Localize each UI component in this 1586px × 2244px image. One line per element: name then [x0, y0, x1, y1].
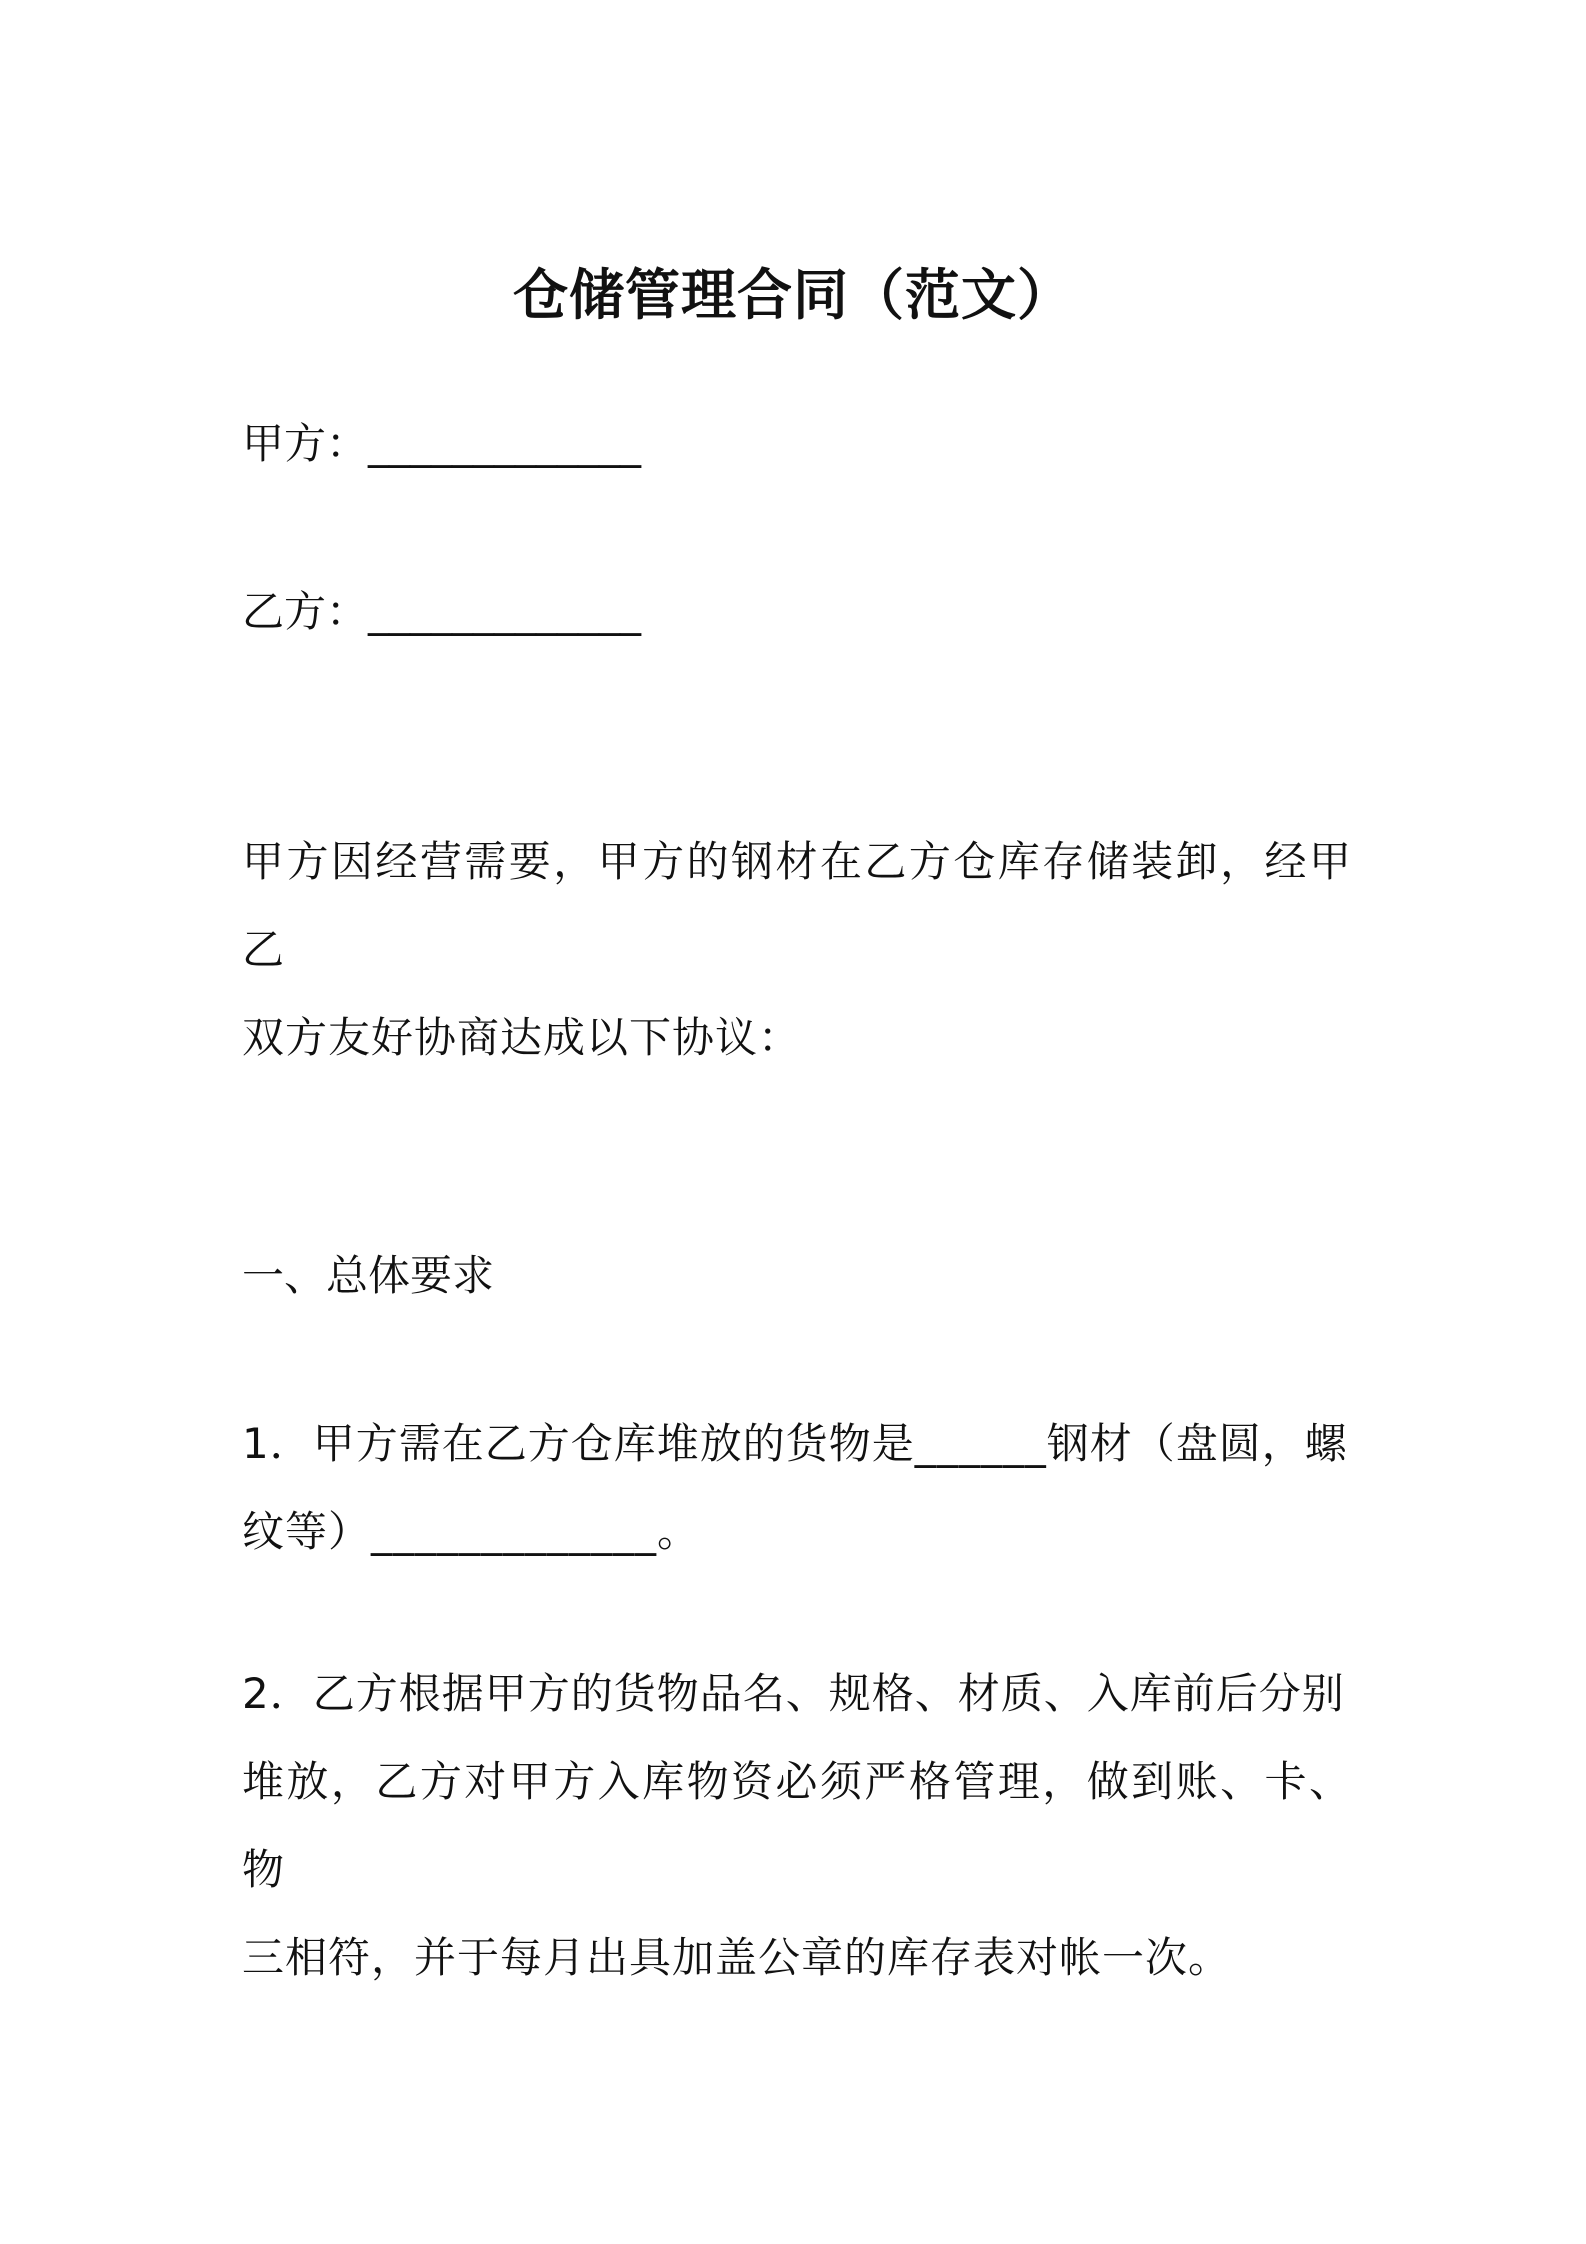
intro-line: 甲方因经营需要，甲方的钢材在乙方仓库存储装卸，经甲乙 [242, 837, 1352, 974]
intro-line: 双方友好协商达成以下协议： [242, 1013, 802, 1062]
clause-2-line: 2．乙方根据甲方的货物品名、规格、材质、入库前后分别 [242, 1669, 1345, 1718]
clause-2-line: 堆放，乙方对甲方入库物资必须严格管理，做到账、卡、物 [242, 1757, 1352, 1894]
clause-1-paragraph [242, 1400, 1352, 1576]
clause-1-line: 1．甲方需在乙方仓库堆放的货物是______钢材（盘圆，螺 [242, 1419, 1348, 1468]
party-b-line: 乙方：_____________ [242, 587, 642, 636]
clause-1-line: 纹等）_____________。 [242, 1507, 701, 1556]
section-heading: 一、总体要求 [242, 1251, 495, 1300]
clause-2-line: 三相符，并于每月出具加盖公章的库存表对帐一次。 [242, 1933, 1232, 1982]
intro-paragraph [242, 818, 1352, 1082]
party-a-line: 甲方：_____________ [242, 419, 642, 468]
document-title: 仓储管理合同（范文） [512, 263, 1073, 327]
clause-2-paragraph [242, 1650, 1352, 2002]
